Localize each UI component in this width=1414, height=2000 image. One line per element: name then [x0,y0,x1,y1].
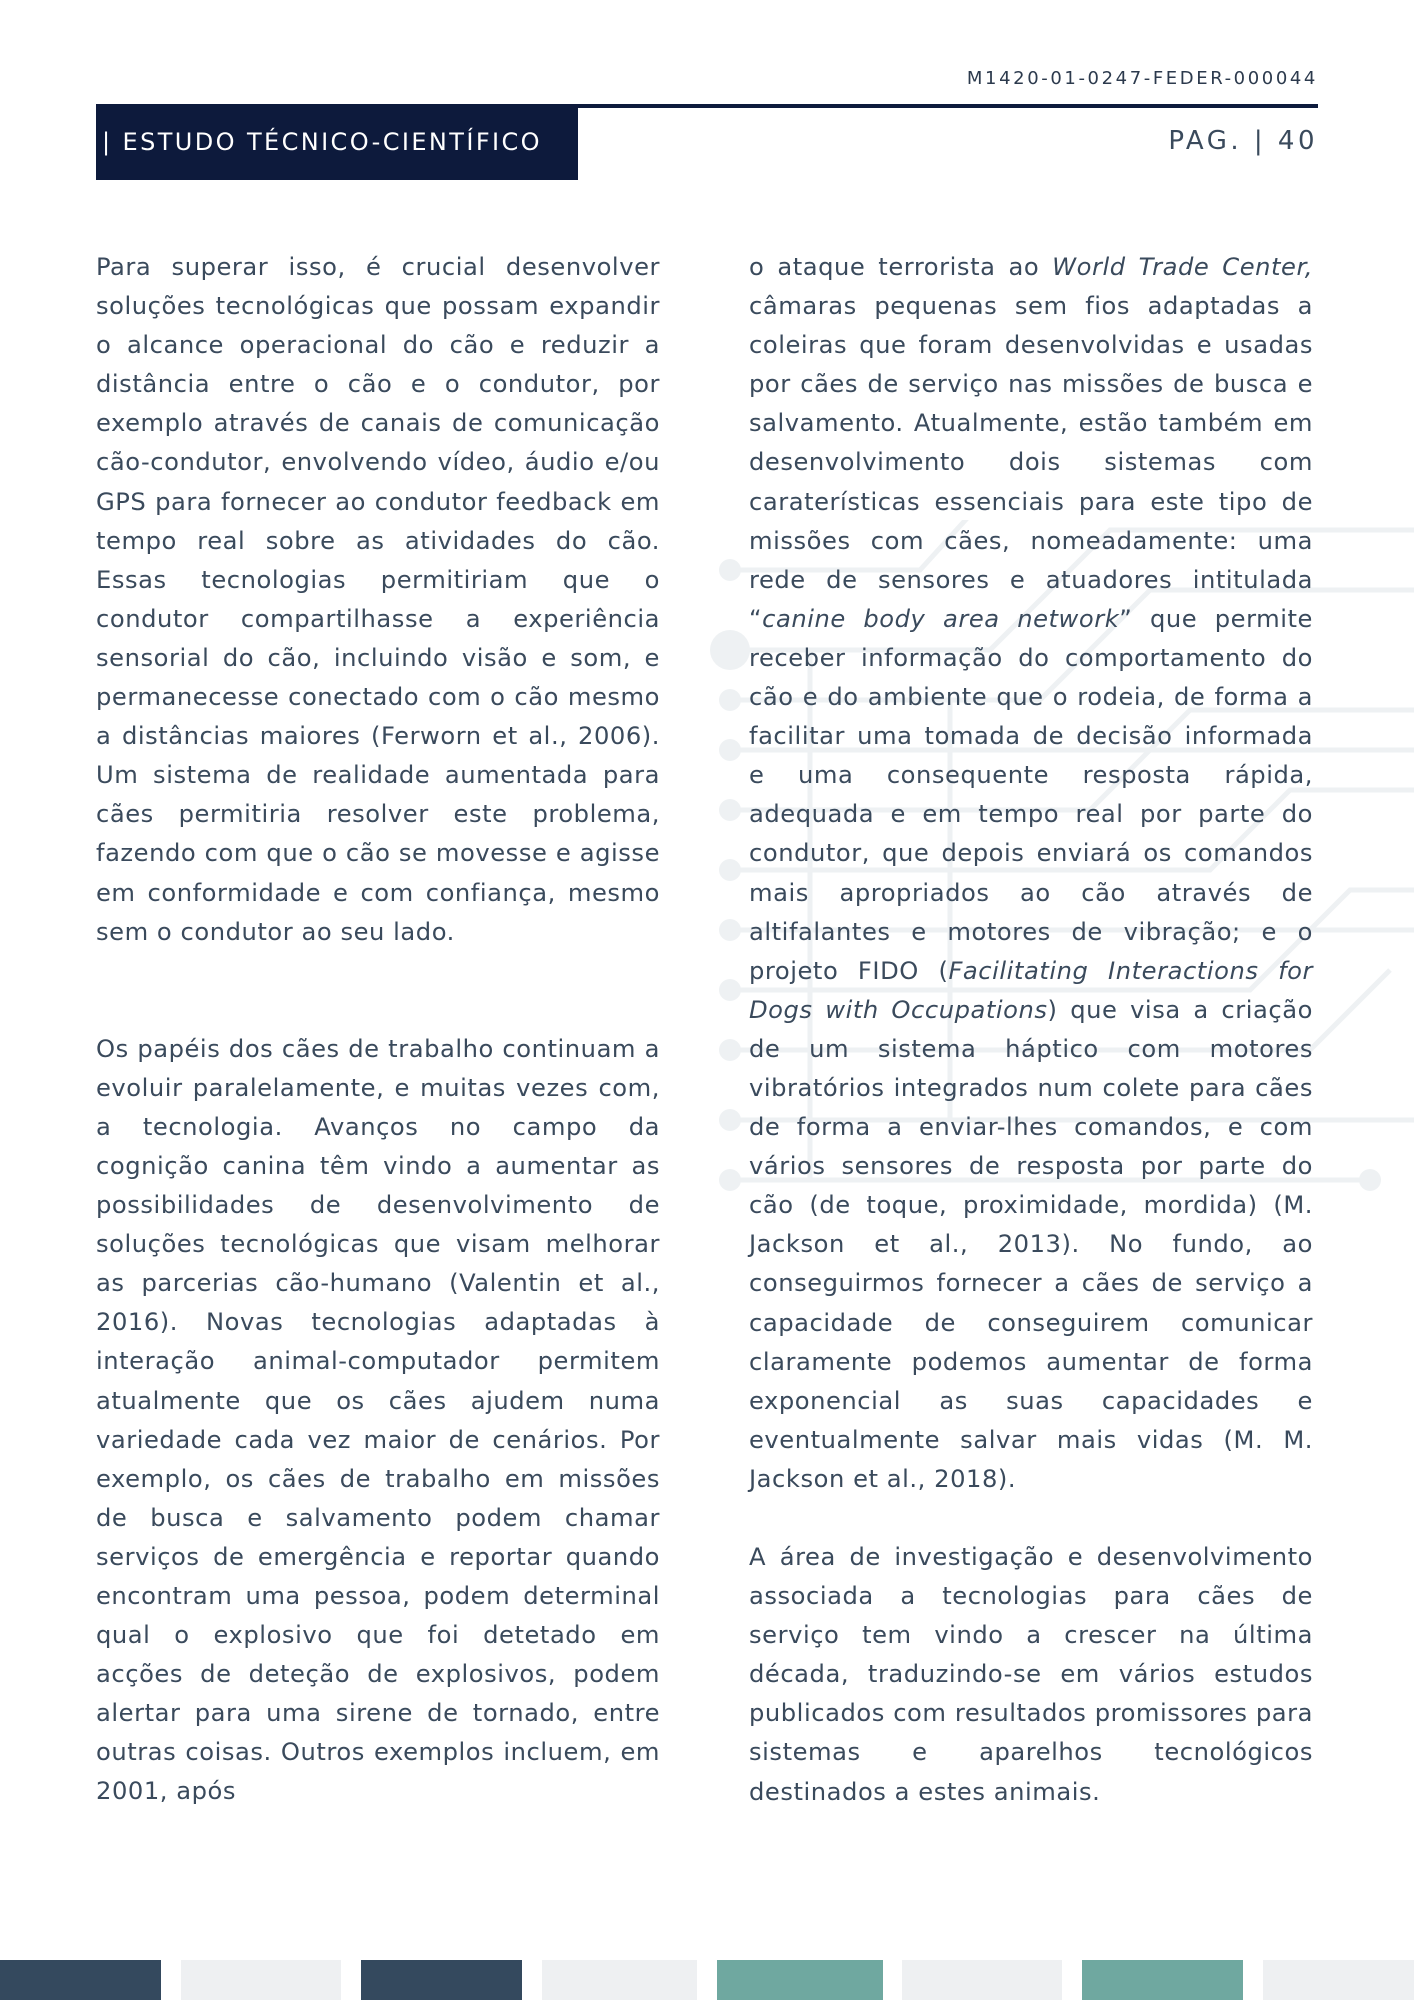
italic-term: canine body area network [762,604,1120,633]
page-number: PAG. | 40 [1168,126,1318,156]
paragraph: Os papéis dos cães de trabalho continuam a evoluir paralelamente, e muitas vezes com, a tecnologia. Avanços no campo da cognição canina têm vindo a aumentar as possibilidades de desenvolvimento de soluções tecnológicas que visam melhorar as parcerias cão-humano (Valentin et al., 2016). Novas tecnologias adaptadas à interação animal-computador permitem atualmente que os cães ajudem numa variedade cada vez maior de cenários. Por exemplo, os cães de trabalho em missões de busca e salvamento podem chamar serviços de emergência e reportar quando encontram uma pessoa, podem determinal qual o explosivo que foi detetado em acções de deteção de explosivos, podem alertar para uma sirene de tornado, entre outras coisas. Outros exemplos incluem, em 2001, após [96,1034,660,1806]
italic-term: World Trade Center, [1052,253,1313,281]
paragraph: Para superar isso, é crucial desenvolver soluções tecnológicas que possam expandir o alcance operacional do cão e reduzir a distância entre o cão e o condutor, por exemplo através de canais de comunicação cão-condutor, envolvendo vídeo, áudio e/ou GPS para fornecer ao condutor feedback em tempo real sobre as atividades do cão. Essas tecnologias permitiriam que o condutor compartilhasse a experiência sensorial do cão, incluindo visão e som, e permanecesse conectado com o cão mesmo a distâncias maiores (Ferworn et al., 2006). Um sistema de realidade aumentada para cães permitiria resolver este problema, fazendo com que o cão se movesse e agisse em conformidade e com confiança, mesmo sem o condutor ao seu lado. [96,253,660,946]
footer-bar [717,1960,883,2000]
paragraph: o ataque terrorista ao World Trade Center, câmaras pequenas sem fios adaptadas a coleiras que foram desenvolvidas e usadas por cães de serviço nas missões de busca e salvamento. Atualmente, estão também em desenvolvimento dois sistemas com caraterísticas essenciais para este tipo de missões com cães, nomeadamente: uma rede de sensores e atuadores intitulada “canine body area network” que permite receber informação do comportamento do cão e do ambiente que o rodeia, de forma a facilitar uma tomada de decisão informada e uma consequente resposta rápida, adequada e em tempo real por parte do condutor, que depois enviará os comandos mais apropriados ao cão através de altifalantes e motores de vibração; e o projeto FIDO (Facilitating Interactions for Dogs with Occupations) que visa a criação de um sistema háptico com motores vibratórios integrados num colete para cães de forma a enviar-lhes comandos, e com vários sensores de resposta por parte do cão (de toque, proximidade, mordida) (M. Jackson et al., 2013). No fundo, ao conseguirmos fornecer a cães de serviço a capacidade de conseguirem comunicar claramente podemos aumentar de forma exponencial as suas capacidades e eventualmente salvar mais vidas (M. M. Jackson et al., 2018). [749,253,1313,1493]
left-text-column [96,248,660,1812]
footer-bar [1263,1960,1414,2000]
footer-bar [542,1960,697,2000]
right-text-column [749,248,1313,1812]
footer-bar [361,1960,522,2000]
italic-term: Facilitating Interactions for Dogs with Occupations [749,956,1313,1024]
footer-bar [181,1960,341,2000]
section-title: | ESTUDO TÉCNICO-CIENTÍFICO [102,128,542,156]
footer-bar [902,1960,1062,2000]
footer-color-bars [0,1960,1414,2000]
document-code: M1420-01-0247-FEDER-000044 [966,68,1318,89]
footer-bar [1082,1960,1243,2000]
section-title-box [96,104,578,180]
footer-bar [0,1960,161,2000]
paragraph: A área de investigação e desenvolvimento associada a tecnologias para cães de serviço tem vindo a crescer na última década, traduzindo-se em vários estudos publicados com resultados promissores para sistemas e aparelhos tecnológicos destinados a estes animais. [749,1543,1313,1806]
